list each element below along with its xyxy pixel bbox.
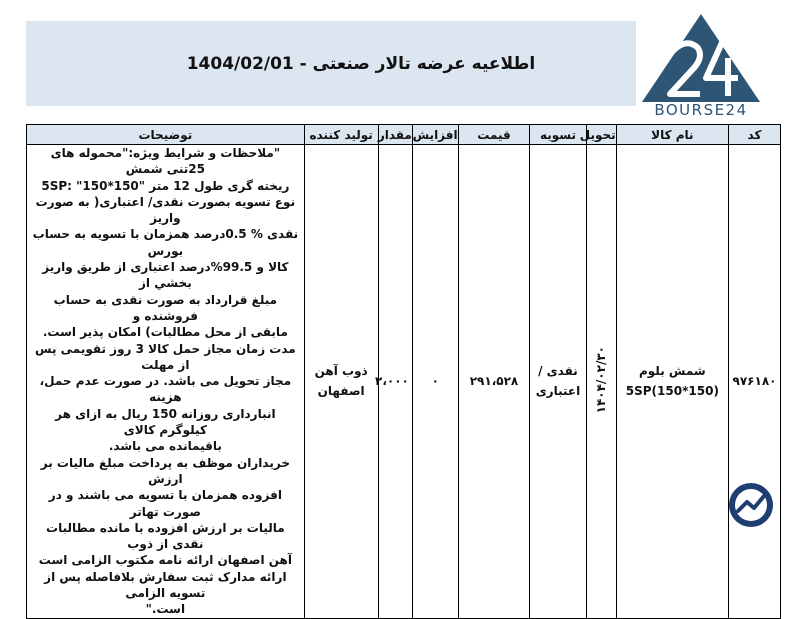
notes-line: انبارداری روزانه 150 ریال به ازای هر کیلوگرم کالای — [55, 406, 276, 438]
col-header-increase: افزایش — [412, 125, 458, 145]
cell-settlement-line1: نقدی / — [538, 364, 578, 379]
col-header-delivery: تحویل — [586, 125, 616, 145]
notes-line: نوع تسویه بصورت نقدی/ اعتباری( به صورت واریز — [35, 194, 296, 226]
cell-delivery — [586, 145, 616, 619]
logo-text: BOURSE24 — [654, 101, 748, 119]
col-header-notes: توضیحات — [27, 125, 305, 145]
notes-line: مبلغ قرارداد به صورت نقدی به حساب فروشنده و — [53, 292, 278, 323]
notes-line: مابقی از محل مطالبات) امکان پذیر است. — [42, 325, 288, 340]
cell-increase: ۰ — [412, 145, 458, 619]
cell-price: ۲۹۱،۵۲۸ — [458, 145, 530, 619]
notes-line: افزوده همزمان با تسویه می باشند و در صورت تهاتر — [48, 488, 282, 519]
col-header-code: کد — [729, 125, 781, 145]
notes-line: است." — [145, 602, 186, 617]
notes-line: آهن اصفهان ارائه نامه مکتوب الزامی است — [38, 553, 292, 568]
col-header-name: نام کالا — [616, 125, 728, 145]
cell-notes — [27, 145, 305, 619]
col-header-producer: تولید کننده — [304, 125, 378, 145]
cell-settlement-line2: اعتباری — [535, 384, 581, 399]
cell-quantity: ۲،۰۰۰ — [378, 145, 412, 619]
title-banner — [26, 21, 636, 106]
notes-line: خریداران موظف به پرداخت مبلغ مالیات بر ارزش — [40, 455, 290, 486]
page-title: اطلاعیه عرضه تالار صنعتی - 1404/02/01 — [186, 53, 536, 74]
cell-producer-line2: اصفهان — [317, 384, 365, 399]
cell-producer — [304, 145, 378, 619]
notes-line: کالا و 99.5%درصد اعتباری از طریق واریز بخشي از — [42, 260, 289, 291]
cell-name-line1: شمش بلوم — [638, 364, 706, 379]
cell-delivery-text: ۱۴۰۴/۰۲/۳۰ — [594, 346, 609, 414]
notes-line: ریخته گری طول 12 متر "150*150" :5SP — [41, 178, 290, 193]
notes-line: مالیات بر ارزش افزوده با مانده مطالبات نقدی از ذوب — [46, 520, 285, 552]
chart-circle-icon — [727, 481, 775, 529]
col-header-settlement: تسویه — [530, 125, 586, 145]
col-header-price: قیمت — [458, 125, 530, 145]
cell-name-line2: (150*150)5SP — [625, 384, 719, 399]
notes-line: نقدی % 0.5درصد همزمان با تسویه به حساب بورس — [32, 227, 299, 258]
cell-settlement — [530, 145, 586, 619]
offering-table — [26, 124, 781, 619]
notes-line: باقیمانده می باشد. — [108, 439, 222, 454]
cell-producer-line1: ذوب آهن — [314, 364, 368, 379]
table-header-row — [27, 125, 781, 145]
cell-code: ۹۷۶۱۸۰ — [729, 145, 781, 619]
table-row — [27, 145, 781, 619]
notes-line: "ملاحظات و شرایط ویژه:"محموله های 25تنی شمش — [50, 146, 281, 177]
notes-line: مدت زمان مجاز حمل کالا 3 روز تقویمی پس از مهلت — [35, 341, 296, 372]
notes-line: ارائه مدارک ثبت سفارش بلافاصله پس از تسویه الزامی — [44, 569, 287, 601]
col-header-quantity: مقدار — [378, 125, 412, 145]
cell-name — [616, 145, 728, 619]
notes-line: مجاز تحویل می باشد. در صورت عدم حمل، هزینه — [39, 374, 292, 405]
